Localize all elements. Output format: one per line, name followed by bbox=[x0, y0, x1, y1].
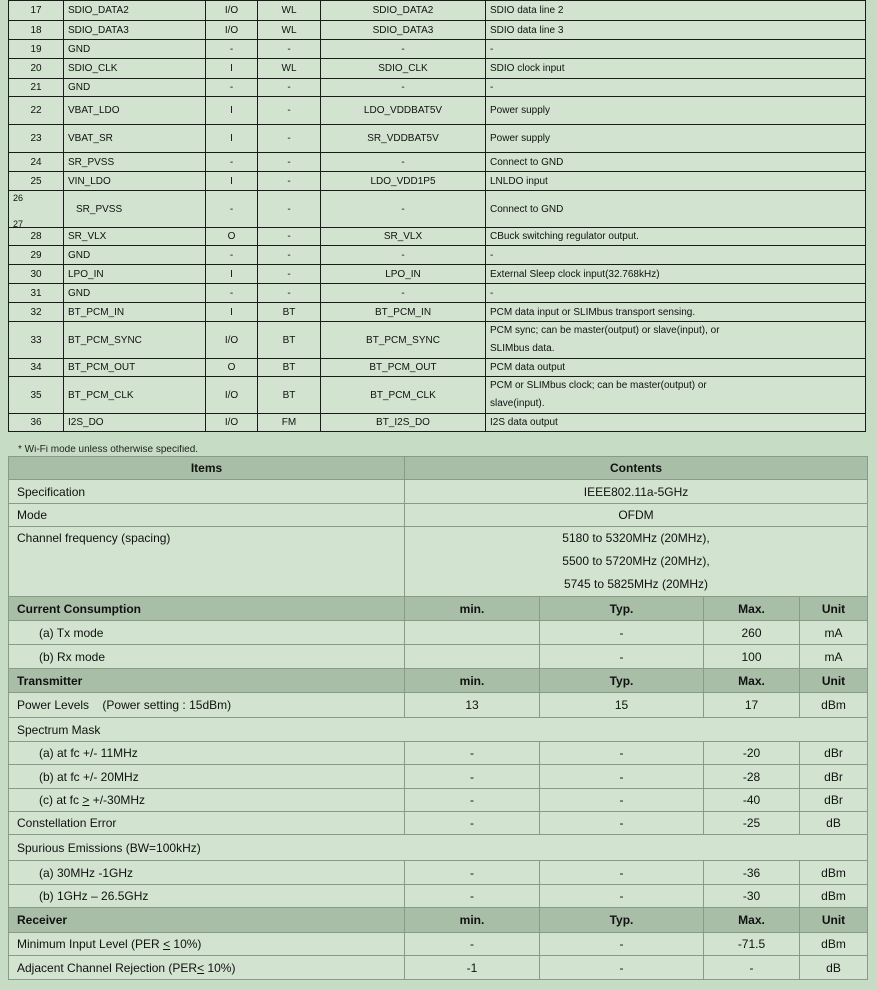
pin-name: BT_PCM_CLK bbox=[64, 377, 206, 414]
min-value: - bbox=[405, 789, 540, 812]
contents-header: Contents bbox=[405, 457, 868, 480]
max-value: -20 bbox=[704, 742, 800, 765]
pin-net-name: - bbox=[321, 284, 486, 303]
row-label: (a) Tx mode bbox=[9, 621, 405, 645]
pin-io-type: I bbox=[206, 172, 258, 191]
min-value: - bbox=[405, 861, 540, 885]
pin-net-name: - bbox=[321, 246, 486, 265]
typ-value: - bbox=[540, 956, 704, 980]
description-line-2: SLIMbus data. bbox=[490, 343, 555, 354]
description-line-2: slave(input). bbox=[490, 398, 545, 409]
pin-name: VBAT_SR bbox=[64, 125, 206, 153]
items-header: Items bbox=[9, 457, 405, 480]
pin-io-type: - bbox=[206, 246, 258, 265]
min-value: 13 bbox=[405, 693, 540, 718]
less-equal-symbol: < bbox=[197, 960, 205, 975]
pin-net-name: BT_PCM_OUT bbox=[321, 359, 486, 377]
unit-value: mA bbox=[800, 645, 868, 669]
pin-description: LNLDO input bbox=[486, 172, 866, 191]
pin-description: External Sleep clock input(32.768kHz) bbox=[486, 265, 866, 284]
pin-number: 19 bbox=[9, 40, 64, 59]
pin-number: 33 bbox=[9, 322, 64, 359]
pin-power-domain: - bbox=[258, 40, 321, 59]
pin-name: VBAT_LDO bbox=[64, 97, 206, 125]
pin-description: Power supply bbox=[486, 97, 866, 125]
pin-number: 22 bbox=[9, 97, 64, 125]
power-levels-label bbox=[9, 693, 405, 718]
pin-net-name: - bbox=[321, 191, 486, 228]
table-row bbox=[9, 835, 868, 861]
pin-power-domain: - bbox=[258, 97, 321, 125]
pin-description: SDIO clock input bbox=[486, 59, 866, 79]
pin-io-type: I/O bbox=[206, 414, 258, 432]
mode-value: OFDM bbox=[405, 504, 868, 527]
pin-description bbox=[486, 322, 866, 359]
typ-value: - bbox=[540, 789, 704, 812]
max-value: -71.5 bbox=[704, 933, 800, 956]
pin-name: GND bbox=[64, 246, 206, 265]
unit-value: dBr bbox=[800, 765, 868, 789]
pin-net-name: - bbox=[321, 79, 486, 97]
pin-power-domain: WL bbox=[258, 1, 321, 21]
pin-power-domain: WL bbox=[258, 59, 321, 79]
unit-header: Unit bbox=[800, 908, 868, 933]
receiver-title: Receiver bbox=[9, 908, 405, 933]
channel-value-2: 5500 to 5720MHz (20MHz), bbox=[562, 554, 710, 568]
max-header: Max. bbox=[704, 669, 800, 693]
table-header-row bbox=[9, 457, 868, 480]
table-row bbox=[9, 885, 868, 908]
table-row bbox=[9, 742, 868, 765]
pin-number-cell bbox=[9, 191, 64, 228]
channel-value-3: 5745 to 5825MHz (20MHz) bbox=[563, 577, 709, 591]
table-row bbox=[9, 527, 868, 597]
min-value bbox=[405, 621, 540, 645]
table-row bbox=[9, 414, 866, 432]
section-header-row bbox=[9, 597, 868, 621]
unit-value: mA bbox=[800, 621, 868, 645]
pin-io-type: I bbox=[206, 303, 258, 322]
pin-io-type: I bbox=[206, 59, 258, 79]
unit-value: dBm bbox=[800, 861, 868, 885]
spec-value: IEEE802.11a-5GHz bbox=[405, 480, 868, 504]
channel-value-1: 5180 to 5320MHz (20MHz), bbox=[562, 531, 710, 545]
min-value: - bbox=[405, 885, 540, 908]
max-value: -30 bbox=[704, 885, 800, 908]
spectrum-mask-title: Spectrum Mask bbox=[9, 718, 868, 742]
pin-io-type: - bbox=[206, 40, 258, 59]
min-value: - bbox=[405, 933, 540, 956]
pin-description: - bbox=[486, 246, 866, 265]
pin-io-type: O bbox=[206, 228, 258, 246]
pin-power-domain: BT bbox=[258, 377, 321, 414]
min-value: - bbox=[405, 812, 540, 835]
pin-description: Connect to GND bbox=[486, 191, 866, 228]
table-row bbox=[9, 59, 866, 79]
pin-net-name: SDIO_DATA3 bbox=[321, 21, 486, 40]
pin-description: I2S data output bbox=[486, 414, 866, 432]
table-row bbox=[9, 359, 866, 377]
pin-description: PCM data output bbox=[486, 359, 866, 377]
pin-net-name: SR_VLX bbox=[321, 228, 486, 246]
pin-name: I2S_DO bbox=[64, 414, 206, 432]
row-label: (b) Rx mode bbox=[9, 645, 405, 669]
pin-description: - bbox=[486, 79, 866, 97]
table-row bbox=[9, 377, 866, 414]
pin-net-name: - bbox=[321, 153, 486, 172]
pin-power-domain: - bbox=[258, 153, 321, 172]
less-equal-symbol: < bbox=[163, 937, 171, 951]
description-line-1: PCM sync; can be master(output) or slave(input), or bbox=[490, 325, 720, 336]
label-part: (c) at fc bbox=[39, 793, 83, 807]
pin-power-domain: - bbox=[258, 125, 321, 153]
pin-net-name: SDIO_DATA2 bbox=[321, 1, 486, 21]
min-value bbox=[405, 645, 540, 669]
unit-header: Unit bbox=[800, 669, 868, 693]
row-label bbox=[9, 789, 405, 812]
transmitter-title: Transmitter bbox=[9, 669, 405, 693]
pin-number: 18 bbox=[9, 21, 64, 40]
pin-description: SDIO data line 3 bbox=[486, 21, 866, 40]
label-part: Adjacent Channel Rejection (PER bbox=[17, 960, 198, 975]
pin-power-domain: - bbox=[258, 265, 321, 284]
pin-name: GND bbox=[64, 40, 206, 59]
power-setting-note: (Power setting : 15dBm) bbox=[102, 698, 232, 712]
pin-io-type: I bbox=[206, 125, 258, 153]
typ-value: - bbox=[540, 621, 704, 645]
unit-value: dBm bbox=[800, 693, 868, 718]
pin-io-type: - bbox=[206, 79, 258, 97]
pin-number: 28 bbox=[9, 228, 64, 246]
typ-value: - bbox=[540, 812, 704, 835]
mode-label: Mode bbox=[9, 504, 405, 527]
pin-number: 25 bbox=[9, 172, 64, 191]
pin-power-domain: BT bbox=[258, 322, 321, 359]
min-header: min. bbox=[405, 908, 540, 933]
pin-name: BT_PCM_IN bbox=[64, 303, 206, 322]
min-header: min. bbox=[405, 669, 540, 693]
pin-name: SR_VLX bbox=[64, 228, 206, 246]
pin-name: BT_PCM_OUT bbox=[64, 359, 206, 377]
table-row bbox=[9, 40, 866, 59]
power-levels-text: Power Levels bbox=[17, 698, 90, 712]
row-label bbox=[9, 933, 405, 956]
table-row bbox=[9, 693, 868, 718]
pin-number: 23 bbox=[9, 125, 64, 153]
pin-number: 31 bbox=[9, 284, 64, 303]
pin-io-type: I bbox=[206, 265, 258, 284]
pin-number-2: 27 bbox=[13, 219, 24, 228]
typ-header: Typ. bbox=[540, 908, 704, 933]
table-row bbox=[9, 228, 866, 246]
pin-power-domain: - bbox=[258, 172, 321, 191]
table-row bbox=[9, 861, 868, 885]
pin-description: PCM data input or SLIMbus transport sensing. bbox=[486, 303, 866, 322]
table-row bbox=[9, 21, 866, 40]
pin-net-name: BT_I2S_DO bbox=[321, 414, 486, 432]
table-row bbox=[9, 172, 866, 191]
pin-name: LPO_IN bbox=[64, 265, 206, 284]
pin-number: 35 bbox=[9, 377, 64, 414]
pin-io-type: - bbox=[206, 153, 258, 172]
current-consumption-title: Current Consumption bbox=[9, 597, 405, 621]
table-row bbox=[9, 125, 866, 153]
pin-description: - bbox=[486, 40, 866, 59]
pin-name: SDIO_DATA2 bbox=[64, 1, 206, 21]
pin-number: 36 bbox=[9, 414, 64, 432]
table-row bbox=[9, 246, 866, 265]
typ-value: 15 bbox=[540, 693, 704, 718]
pin-net-name: LDO_VDD1P5 bbox=[321, 172, 486, 191]
row-label bbox=[9, 956, 405, 980]
min-value: - bbox=[405, 765, 540, 789]
table-row bbox=[9, 303, 866, 322]
pin-number: 30 bbox=[9, 265, 64, 284]
pin-net-name: LDO_VDDBAT5V bbox=[321, 97, 486, 125]
table-row bbox=[9, 322, 866, 359]
pin-name: GND bbox=[64, 284, 206, 303]
pin-name: SR_PVSS bbox=[64, 191, 206, 228]
pin-io-type: - bbox=[206, 191, 258, 228]
pin-power-domain: - bbox=[258, 79, 321, 97]
pin-io-type: I/O bbox=[206, 377, 258, 414]
max-value: 260 bbox=[704, 621, 800, 645]
pin-power-domain: WL bbox=[258, 21, 321, 40]
max-value: -36 bbox=[704, 861, 800, 885]
pin-net-name: BT_PCM_SYNC bbox=[321, 322, 486, 359]
section-header-row bbox=[9, 908, 868, 933]
row-label: (a) 30MHz -1GHz bbox=[9, 861, 405, 885]
max-header: Max. bbox=[704, 597, 800, 621]
row-label: (b) at fc +/- 20MHz bbox=[9, 765, 405, 789]
pin-description bbox=[486, 377, 866, 414]
row-label: (a) at fc +/- 11MHz bbox=[9, 742, 405, 765]
label-part: 10%) bbox=[170, 937, 202, 951]
min-header: min. bbox=[405, 597, 540, 621]
table-row bbox=[9, 812, 868, 835]
pin-description: Connect to GND bbox=[486, 153, 866, 172]
pin-io-type: I/O bbox=[206, 1, 258, 21]
unit-value: dBm bbox=[800, 933, 868, 956]
pin-power-domain: BT bbox=[258, 359, 321, 377]
max-value: -28 bbox=[704, 765, 800, 789]
table-row bbox=[9, 765, 868, 789]
pin-net-name: LPO_IN bbox=[321, 265, 486, 284]
pin-description: Power supply bbox=[486, 125, 866, 153]
table-row bbox=[9, 718, 868, 742]
unit-value: dBm bbox=[800, 885, 868, 908]
pin-net-name: BT_PCM_CLK bbox=[321, 377, 486, 414]
pin-power-domain: BT bbox=[258, 303, 321, 322]
typ-header: Typ. bbox=[540, 669, 704, 693]
max-header: Max. bbox=[704, 908, 800, 933]
pin-power-domain: - bbox=[258, 246, 321, 265]
channel-label: Channel frequency (spacing) bbox=[9, 527, 405, 597]
pin-power-domain: FM bbox=[258, 414, 321, 432]
pin-number: 26 bbox=[13, 193, 24, 203]
max-value: -25 bbox=[704, 812, 800, 835]
unit-header: Unit bbox=[800, 597, 868, 621]
typ-value: - bbox=[540, 933, 704, 956]
pin-net-name: - bbox=[321, 40, 486, 59]
min-value: - bbox=[405, 742, 540, 765]
pin-number: 29 bbox=[9, 246, 64, 265]
footnote-text: * Wi-Fi mode unless otherwise specified. bbox=[18, 445, 199, 454]
pin-name: VIN_LDO bbox=[64, 172, 206, 191]
pin-io-type: I/O bbox=[206, 21, 258, 40]
pin-number: 17 bbox=[9, 1, 64, 21]
pin-power-domain: - bbox=[258, 284, 321, 303]
pin-description-table bbox=[8, 0, 866, 432]
max-value: -40 bbox=[704, 789, 800, 812]
table-row bbox=[9, 789, 868, 812]
pin-number: 20 bbox=[9, 59, 64, 79]
unit-value: dB bbox=[800, 812, 868, 835]
table-row bbox=[9, 621, 868, 645]
wifi-spec-table bbox=[8, 456, 868, 980]
pin-net-name: SDIO_CLK bbox=[321, 59, 486, 79]
description-line-1: PCM or SLIMbus clock; can be master(output) or bbox=[490, 380, 707, 391]
typ-value: - bbox=[540, 742, 704, 765]
constellation-label: Constellation Error bbox=[9, 812, 405, 835]
table-row bbox=[9, 504, 868, 527]
table-row bbox=[9, 480, 868, 504]
unit-value: dBr bbox=[800, 789, 868, 812]
max-value: 17 bbox=[704, 693, 800, 718]
pin-description: SDIO data line 2 bbox=[486, 1, 866, 21]
table-row bbox=[9, 97, 866, 125]
table-row bbox=[9, 284, 866, 303]
table-row bbox=[9, 191, 866, 228]
pin-io-type: O bbox=[206, 359, 258, 377]
table-row bbox=[9, 153, 866, 172]
table-row bbox=[9, 933, 868, 956]
table-row bbox=[9, 956, 868, 980]
pin-number: 34 bbox=[9, 359, 64, 377]
label-part: +/-30MHz bbox=[89, 793, 146, 807]
pin-name: BT_PCM_SYNC bbox=[64, 322, 206, 359]
typ-value: - bbox=[540, 645, 704, 669]
greater-equal-symbol: > bbox=[82, 793, 90, 807]
typ-value: - bbox=[540, 861, 704, 885]
spurious-title: Spurious Emissions (BW=100kHz) bbox=[9, 835, 868, 861]
max-value: - bbox=[704, 956, 800, 980]
typ-value: - bbox=[540, 765, 704, 789]
pin-power-domain: - bbox=[258, 228, 321, 246]
typ-header: Typ. bbox=[540, 597, 704, 621]
channel-values bbox=[405, 527, 868, 597]
table-row bbox=[9, 645, 868, 669]
unit-value: dB bbox=[800, 956, 868, 980]
pin-number: 21 bbox=[9, 79, 64, 97]
pin-io-type: - bbox=[206, 284, 258, 303]
pin-name: GND bbox=[64, 79, 206, 97]
pin-net-name: BT_PCM_IN bbox=[321, 303, 486, 322]
section-header-row bbox=[9, 669, 868, 693]
pin-description: CBuck switching regulator output. bbox=[486, 228, 866, 246]
pin-name: SDIO_DATA3 bbox=[64, 21, 206, 40]
unit-value: dBr bbox=[800, 742, 868, 765]
pin-name: SDIO_CLK bbox=[64, 59, 206, 79]
pin-io-type: I bbox=[206, 97, 258, 125]
label-part: Minimum Input Level (PER bbox=[17, 937, 164, 951]
table-row bbox=[9, 265, 866, 284]
pin-net-name: SR_VDDBAT5V bbox=[321, 125, 486, 153]
table-row bbox=[9, 1, 866, 21]
pin-power-domain: - bbox=[258, 191, 321, 228]
table-row bbox=[9, 79, 866, 97]
pin-description: - bbox=[486, 284, 866, 303]
pin-io-type: I/O bbox=[206, 322, 258, 359]
max-value: 100 bbox=[704, 645, 800, 669]
pin-name: SR_PVSS bbox=[64, 153, 206, 172]
pin-number: 32 bbox=[9, 303, 64, 322]
pin-number: 24 bbox=[9, 153, 64, 172]
min-value: -1 bbox=[405, 956, 540, 980]
row-label: (b) 1GHz – 26.5GHz bbox=[9, 885, 405, 908]
spec-label: Specification bbox=[9, 480, 405, 504]
typ-value: - bbox=[540, 885, 704, 908]
label-part: 10%) bbox=[204, 960, 236, 975]
